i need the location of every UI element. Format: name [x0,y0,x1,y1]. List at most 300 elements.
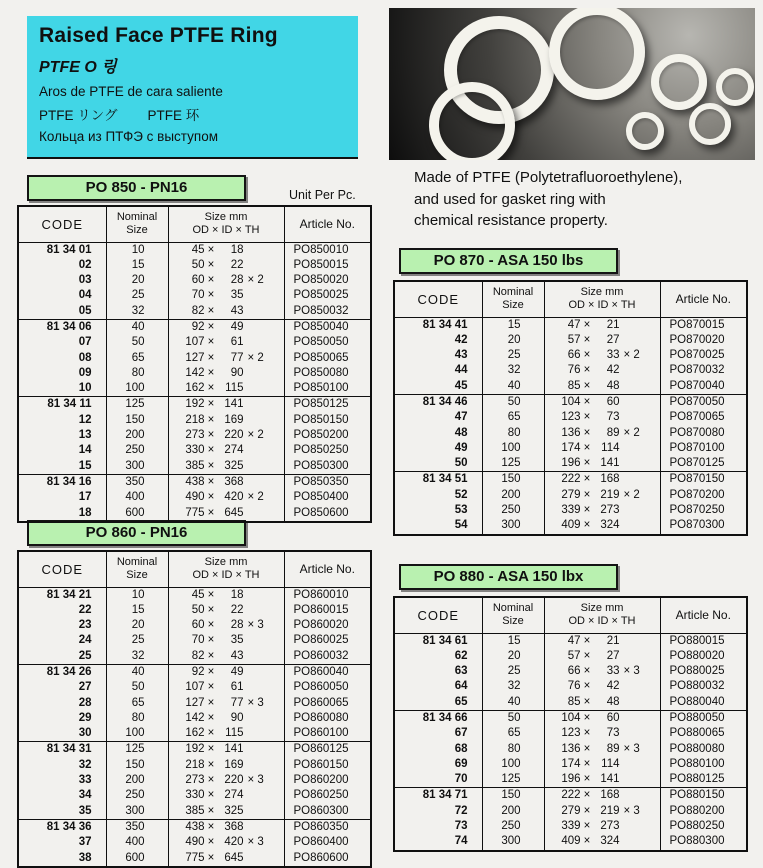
size-cell [168,788,284,803]
nominal-size-cell: 65 [106,351,168,366]
header-row [394,597,747,633]
multiply-sign: × [207,506,215,519]
size-cell [544,348,660,363]
nominal-size-cell: 50 [482,394,544,410]
nominal-size-cell: 20 [482,333,544,348]
nominal-size-cell: 250 [106,443,168,458]
size-cell [168,696,284,711]
multiply-sign: × [583,364,591,377]
nominal-size-cell: 20 [106,618,168,633]
article-column-header: Article No. [284,206,371,242]
article-no-cell: PO880032 [660,679,747,694]
od-value: 162 [185,382,205,395]
description-line: chemical resistance property. [414,212,608,229]
multiply-sign: × [207,743,215,756]
code-cell: 81 34 71 [394,788,482,804]
article-no-cell: PO870025 [660,348,747,363]
od-value: 107 [185,681,205,694]
id-value: 141 [600,457,620,470]
multiply-sign: × [207,320,215,333]
size-cell [544,426,660,441]
multiply-sign: × [583,649,591,662]
nominal-size-cell: 150 [482,472,544,488]
code-cell: 03 [78,274,92,287]
thickness-value: × 2 [623,426,640,439]
multiply-sign: × [207,475,215,488]
id-value: 273 [600,820,620,833]
od-value: 47 [567,634,581,647]
article-no-cell: PO880050 [660,710,747,726]
od-value: 127 [185,696,205,709]
article-no-cell: PO860025 [284,633,371,648]
code-cell: 25 [78,649,92,662]
code-cell: 81 34 66 [394,710,482,726]
table-row [18,428,371,443]
id-value: 90 [230,366,244,379]
table-po880 [393,596,746,852]
thickness-value: × 3 [623,665,640,678]
thickness-value: × 3 [247,619,264,632]
od-value: 775 [185,851,205,864]
od-value: 60 [191,619,205,632]
nominal-column-header [106,551,168,587]
multiply-sign: × [583,789,591,802]
table-row [18,381,371,397]
id-value: 33 [606,665,620,678]
table-label-po870: PO 870 - ASA 150 lbs [399,248,618,274]
table-body [18,242,371,522]
nominal-size-cell: 40 [106,664,168,680]
size-header-line: Size mm [204,556,248,569]
od-value: 123 [561,727,581,740]
article-no-cell: PO850250 [284,443,371,458]
header-row [18,551,371,587]
thickness-value: × 3 [247,774,264,787]
multiply-sign: × [207,789,215,802]
article-no-cell: PO860150 [284,758,371,773]
id-value: 325 [224,459,244,472]
multiply-sign: × [583,773,591,786]
size-cell [168,366,284,381]
article-no-cell: PO870125 [660,456,747,472]
od-value: 490 [185,836,205,849]
thickness-value: × 3 [247,836,264,849]
size-cell [544,379,660,395]
code-cell: 17 [78,491,92,504]
table-row [18,680,371,695]
product-table [393,596,748,852]
code-cell: 69 [454,757,468,770]
id-value: 368 [224,820,244,833]
multiply-sign: × [207,382,215,395]
code-cell: 42 [454,333,468,346]
table-row [18,633,371,648]
od-value: 438 [185,820,205,833]
od-value: 279 [561,488,581,501]
table-row [18,288,371,303]
multiply-sign: × [207,444,215,457]
od-value: 136 [561,742,581,755]
size-cell [544,472,660,488]
od-value: 47 [567,318,581,331]
nominal-size-cell: 400 [106,835,168,850]
table-row [18,664,371,680]
size-cell [168,490,284,505]
size-cell [544,742,660,757]
id-value: 169 [224,758,244,771]
article-no-cell: PO880065 [660,726,747,741]
od-value: 409 [561,519,581,532]
size-header-line: OD × ID × TH [192,224,260,237]
code-cell: 81 34 11 [18,397,106,413]
od-value: 76 [567,680,581,693]
thickness-value: × 2 [623,488,640,501]
article-no-cell: PO870150 [660,472,747,488]
article-no-cell: PO850350 [284,474,371,490]
code-cell: 81 34 46 [394,394,482,410]
od-value: 775 [185,506,205,519]
multiply-sign: × [583,504,591,517]
article-no-cell: PO860400 [284,835,371,850]
table-row [394,363,747,378]
od-value: 273 [185,774,205,787]
code-cell: 62 [454,649,468,662]
id-value: 325 [224,804,244,817]
multiply-sign: × [583,441,591,454]
table-row [394,664,747,679]
nominal-header-line: Nominal [116,556,158,569]
nominal-size-cell: 150 [106,413,168,428]
id-value: 324 [600,519,620,532]
size-cell [168,335,284,350]
od-value: 70 [191,289,205,302]
nominal-size-cell: 300 [106,804,168,820]
nominal-header-line: Size [502,299,524,312]
code-cell: 08 [78,351,92,364]
nominal-header-line: Nominal [492,602,534,615]
size-header-line: OD × ID × TH [568,299,636,312]
code-cell: 14 [78,444,92,457]
code-cell: 53 [454,504,468,517]
table-row [18,603,371,618]
table-label-po880: PO 880 - ASA 150 lbx [399,564,618,590]
article-no-cell: PO870100 [660,441,747,456]
table-header [394,281,747,317]
multiply-sign: × [583,395,591,408]
id-value: 89 [606,426,620,439]
size-cell [544,664,660,679]
article-no-cell: PO880080 [660,742,747,757]
code-cell: 02 [78,258,92,271]
code-cell: 81 34 26 [18,664,106,680]
nominal-size-cell: 125 [106,397,168,413]
code-cell: 44 [454,364,468,377]
od-value: 66 [567,665,581,678]
nominal-size-cell: 10 [106,587,168,603]
table-row [18,742,371,758]
id-value: 274 [224,789,244,802]
table-row [394,441,747,456]
id-value: 114 [601,757,620,770]
table-row [394,333,747,348]
table-row [394,772,747,788]
code-cell: 73 [454,820,468,833]
code-cell: 70 [454,773,468,786]
od-value: 92 [191,665,205,678]
thickness-value: × 3 [623,804,640,817]
multiply-sign: × [207,289,215,302]
multiply-sign: × [207,820,215,833]
od-value: 222 [561,473,581,486]
nominal-size-cell: 125 [482,772,544,788]
article-no-cell: PO880020 [660,649,747,664]
id-value: 273 [600,504,620,517]
id-value: 61 [230,681,244,694]
od-value: 70 [191,634,205,647]
table-row [18,474,371,490]
size-cell [168,304,284,320]
size-cell [168,242,284,258]
id-value: 49 [230,320,244,333]
od-value: 279 [561,804,581,817]
table-label-po850: PO 850 - PN16 [27,175,246,201]
article-no-cell: PO870200 [660,488,747,503]
nominal-size-cell: 100 [106,381,168,397]
table-row [394,348,747,363]
id-value: 49 [230,665,244,678]
multiply-sign: × [583,835,591,848]
title-korean: PTFE O 링 [39,59,117,76]
article-no-cell: PO870040 [660,379,747,395]
article-no-cell: PO880200 [660,804,747,819]
ptfe-rings-photo [389,8,755,160]
article-no-cell: PO860125 [284,742,371,758]
table-header [18,551,371,587]
nominal-size-cell: 65 [482,726,544,741]
multiply-sign: × [583,727,591,740]
id-value: 42 [606,680,620,693]
size-header-line: Size mm [204,211,248,224]
table-row [18,835,371,850]
title-spanish: Aros de PTFE de cara saliente [39,84,223,99]
table-row [394,649,747,664]
product-table [17,550,372,868]
article-no-cell: PO870020 [660,333,747,348]
nominal-size-cell: 250 [106,788,168,803]
size-cell [168,633,284,648]
nominal-size-cell: 125 [106,742,168,758]
table-row [394,456,747,472]
size-cell [168,273,284,288]
multiply-sign: × [207,413,215,426]
size-cell [544,333,660,348]
multiply-sign: × [207,243,215,256]
size-cell [168,773,284,788]
article-no-cell: PO850065 [284,351,371,366]
table-row [18,273,371,288]
ptfe-ring [429,82,515,160]
description-line: and used for gasket ring with [414,190,606,208]
nominal-size-cell: 250 [482,503,544,518]
od-value: 385 [185,459,205,472]
nominal-size-cell: 400 [106,490,168,505]
nominal-size-cell: 600 [106,851,168,867]
article-no-cell: PO860010 [284,587,371,603]
code-cell: 23 [78,619,92,632]
table-body [394,633,747,851]
table-row [394,379,747,395]
nominal-size-cell: 200 [482,488,544,503]
size-cell [544,772,660,788]
table-label-po860: PO 860 - PN16 [27,520,246,546]
id-value: 645 [224,506,244,519]
table-row [394,819,747,834]
id-value: 168 [600,473,620,486]
id-value: 168 [600,789,620,802]
article-no-cell: PO870032 [660,363,747,378]
table-row [394,426,747,441]
od-value: 196 [561,773,581,786]
size-cell [168,351,284,366]
table-row [18,319,371,335]
multiply-sign: × [583,742,591,755]
id-value: 27 [606,333,620,346]
id-value: 219 [600,804,620,817]
article-no-cell: PO850050 [284,335,371,350]
nominal-size-cell: 40 [482,695,544,711]
size-cell [544,503,660,518]
id-value: 220 [224,429,244,442]
size-cell [168,726,284,742]
table-row [18,804,371,820]
table-row [18,459,371,475]
nominal-size-cell: 10 [106,242,168,258]
nominal-size-cell: 150 [482,788,544,804]
size-cell [544,363,660,378]
nominal-size-cell: 40 [482,379,544,395]
article-no-cell: PO880025 [660,664,747,679]
code-cell: 81 34 61 [394,633,482,649]
table-po850 [17,205,370,523]
size-cell [544,695,660,711]
table-row [18,618,371,633]
code-cell: 09 [78,366,92,379]
header-row [394,281,747,317]
id-value: 42 [606,364,620,377]
od-value: 385 [185,804,205,817]
od-value: 218 [185,413,205,426]
article-no-cell: PO860032 [284,649,371,665]
multiply-sign: × [207,366,215,379]
multiply-sign: × [207,681,215,694]
article-no-cell: PO880150 [660,788,747,804]
table-row [394,633,747,649]
multiply-sign: × [207,758,215,771]
article-no-cell: PO860040 [284,664,371,680]
code-cell: 43 [454,349,468,362]
nominal-size-cell: 80 [482,742,544,757]
table-row [394,804,747,819]
article-no-cell: PO870065 [660,410,747,425]
table-body [394,317,747,535]
id-value: 89 [606,742,620,755]
nominal-size-cell: 50 [482,710,544,726]
size-cell [544,518,660,534]
article-no-cell: PO850080 [284,366,371,381]
id-value: 27 [606,649,620,662]
od-value: 142 [185,711,205,724]
multiply-sign: × [583,680,591,693]
od-value: 330 [185,444,205,457]
nominal-size-cell: 200 [106,428,168,443]
nominal-size-cell: 32 [482,679,544,694]
multiply-sign: × [583,318,591,331]
code-cell: 81 34 36 [18,819,106,835]
od-value: 60 [191,274,205,287]
size-cell [168,664,284,680]
od-value: 339 [561,820,581,833]
table-row [18,397,371,413]
size-cell [168,742,284,758]
od-value: 192 [185,743,205,756]
product-description [414,167,759,232]
article-no-cell: PO850032 [284,304,371,320]
nominal-size-cell: 250 [482,819,544,834]
article-no-cell: PO880100 [660,757,747,772]
nominal-column-header [482,281,544,317]
code-cell: 33 [78,774,92,787]
od-value: 490 [185,491,205,504]
size-cell [168,288,284,303]
title-russian: Кольца из ПТФЭ с выступом [39,129,218,144]
id-value: 73 [606,727,620,740]
table-row [394,410,747,425]
thickness-value: × 2 [623,349,640,362]
product-header-box [27,16,358,159]
nominal-size-cell: 15 [106,258,168,273]
table-body [18,587,371,867]
nominal-size-cell: 350 [106,474,168,490]
id-value: 114 [601,441,620,454]
size-cell [168,506,284,522]
size-cell [544,819,660,834]
code-cell: 81 34 41 [394,317,482,333]
size-cell [168,603,284,618]
size-cell [168,587,284,603]
size-cell [168,381,284,397]
code-cell: 63 [454,665,468,678]
id-value: 645 [224,851,244,864]
code-column-header: CODE [18,551,106,587]
code-cell: 32 [78,758,92,771]
id-value: 274 [224,444,244,457]
table-row [18,851,371,867]
article-no-cell: PO850015 [284,258,371,273]
code-cell: 64 [454,680,468,693]
article-no-cell: PO850020 [284,273,371,288]
nominal-size-cell: 150 [106,758,168,773]
article-no-cell: PO860600 [284,851,371,867]
table-row [18,696,371,711]
size-cell [544,488,660,503]
code-cell: 24 [78,634,92,647]
ptfe-ring [689,103,731,145]
size-cell [168,711,284,726]
table-row [18,788,371,803]
size-cell [544,456,660,472]
id-value: 420 [224,491,244,504]
size-cell [168,258,284,273]
